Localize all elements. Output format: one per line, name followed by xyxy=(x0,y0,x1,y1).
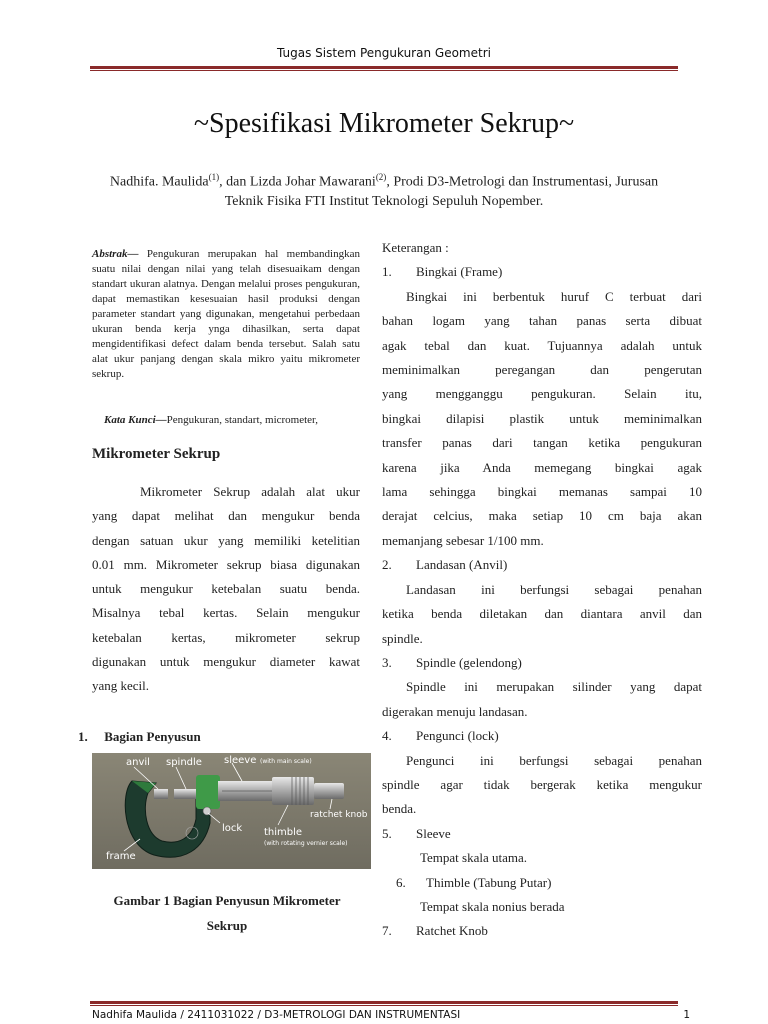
intro-line: Misalnya tebal kertas. Selain mengukur xyxy=(92,605,360,621)
abstract xyxy=(92,247,360,382)
item-1-desc: Bingkai ini berbentuk huruf C terbuat dari bahan logam yang tahan panas serta dibuat agak tebal dan kuat. Tujuannya adalah untuk meminimalkan peregangan dan pengerutan yang mengganggu pengukuran. Selain itu, bingkai dilapisi plastik untuk meminimalkan transfer panas dari tangan ketika pengukuran karena jika Anda memegang bingkai agak lama sehingga bingkai memanas sampai 10 derajat celcius, maka setiap 10 cm baja akan memanjang sebesar 1/100 mm. xyxy=(382,288,702,548)
list-item: 7. Ratchet Knob xyxy=(382,923,488,939)
item-6-desc: Tempat skala nonius berada xyxy=(420,898,565,914)
list-item: 2. Landasan (Anvil) xyxy=(382,557,508,573)
list-item: 1. Bingkai (Frame) xyxy=(382,264,503,280)
micrometer-illustration xyxy=(92,753,371,869)
running-header: Tugas Sistem Pengukuran Geometri xyxy=(277,46,491,60)
keywords xyxy=(92,413,362,428)
intro-line: ketebalan kertas, mikrometer sekrup xyxy=(92,629,360,645)
intro-line: yang kecil. xyxy=(92,678,150,694)
figure-caption xyxy=(92,888,362,938)
item-2-desc: Landasan ini berfungsi sebagai penahan ketika benda diletakan dan diantara anvil dan spindle. xyxy=(382,581,702,646)
keywords-label: Kata Kunci— xyxy=(104,414,167,426)
label-spindle: spindle xyxy=(166,757,202,768)
item-5-desc: Tempat skala utama. xyxy=(420,850,528,866)
label-frame: frame xyxy=(106,851,136,862)
intro-line: untuk mengukur ketebalan suatu benda. xyxy=(92,581,360,597)
intro-line: 0.01 mm. Mikrometer sekrup biasa digunakan xyxy=(92,556,360,572)
caption-line-2: Sekrup xyxy=(206,918,248,933)
intro-line: yang dapat melihat dan mengukur benda xyxy=(92,508,360,524)
footer-rule xyxy=(90,1001,678,1006)
abstract-text: Pengukuran merupakan hal membandingkan suatu nilai dengan nilai yang telah disesuaikam dengan standart ukuran alatnya. Dengan melalui proses pengukuran, dapat memastikan kesesuaian hasil produksi dengan parameter standart yang digunakan, mengetahui perbedaan ukuran benda kerja ynga dihasilkan, serta dapat mengidentifikasi defect dalam benda tersebut. Salah satu alat ukur panjang dengan skala mikro yaitu mikrometer sekrup. xyxy=(92,248,360,380)
author-1: Nadhifa. Maulida xyxy=(109,174,209,190)
intro-line: digunakan untuk mengukur diameter kawat xyxy=(92,654,360,670)
label-ratchet: ratchet knob xyxy=(310,810,368,820)
frame-head-shape xyxy=(196,775,220,809)
author-line xyxy=(90,168,678,211)
list-item: 6. Thimble (Tabung Putar) xyxy=(396,874,552,890)
footer xyxy=(92,1009,690,1021)
author-2-sup: (2) xyxy=(375,172,387,182)
header-rule xyxy=(90,66,678,71)
ratchet-shape xyxy=(314,783,344,799)
label-sleeve: sleeve xyxy=(224,755,257,766)
anvil-shape xyxy=(154,789,168,799)
paper-title: ~Spesifikasi Mikrometer Sekrup~ xyxy=(193,108,575,139)
abstract-label: Abstrak— xyxy=(92,248,139,260)
right-column xyxy=(382,236,702,944)
author-1-sup: (1) xyxy=(208,172,220,182)
keterangan-label: Keterangan : xyxy=(382,240,449,255)
list-item: 3. Spindle (gelendong) xyxy=(382,654,522,670)
page-number: 1 xyxy=(683,1009,690,1021)
label-thimble: thimble xyxy=(264,827,303,838)
intro-paragraph xyxy=(92,480,360,699)
list-item: 5. Sleeve xyxy=(382,825,451,841)
section-heading: Mikrometer Sekrup xyxy=(92,446,221,462)
affiliation-1: , Prodi D3-Metrologi dan Instrumentasi, Jurusan xyxy=(386,174,659,190)
intro-line: dengan satuan ukur yang memiliki ketelitian xyxy=(92,532,360,548)
lock-shape xyxy=(203,807,211,815)
label-thimble-note: (with rotating vernier scale) xyxy=(264,840,348,847)
label-anvil: anvil xyxy=(126,757,150,768)
subsection-title: Bagian Penyusun xyxy=(104,729,201,744)
subsection-heading xyxy=(78,729,201,745)
intro-line: Mikrometer Sekrup adalah alat ukur xyxy=(140,484,360,499)
item-4-desc: Pengunci ini berfungsi sebagai penahan spindle agar tidak bergerak ketika mengukur benda. xyxy=(382,752,702,817)
footer-text: Nadhifa Maulida / 2411031022 / D3-METROLOGI DAN INSTRUMENTASI xyxy=(92,1009,461,1021)
affiliation-2: Teknik Fisika FTI Institut Teknologi Sepuluh Nopember. xyxy=(224,193,544,209)
subsection-number: 1. xyxy=(78,729,88,744)
author-2: , dan Lizda Johar Mawarani xyxy=(219,174,376,190)
list-item: 4. Pengunci (lock) xyxy=(382,728,499,744)
keywords-text: Pengukuran, standart, micrometer, xyxy=(166,414,319,426)
label-lock: lock xyxy=(222,823,243,834)
caption-line-1: Gambar 1 Bagian Penyusun Mikrometer xyxy=(113,893,341,908)
item-3-desc: Spindle ini merupakan silinder yang dapat digerakan menuju landasan. xyxy=(382,679,702,719)
label-sleeve-note: (with main scale) xyxy=(260,758,312,765)
micrometer-figure xyxy=(92,753,371,869)
